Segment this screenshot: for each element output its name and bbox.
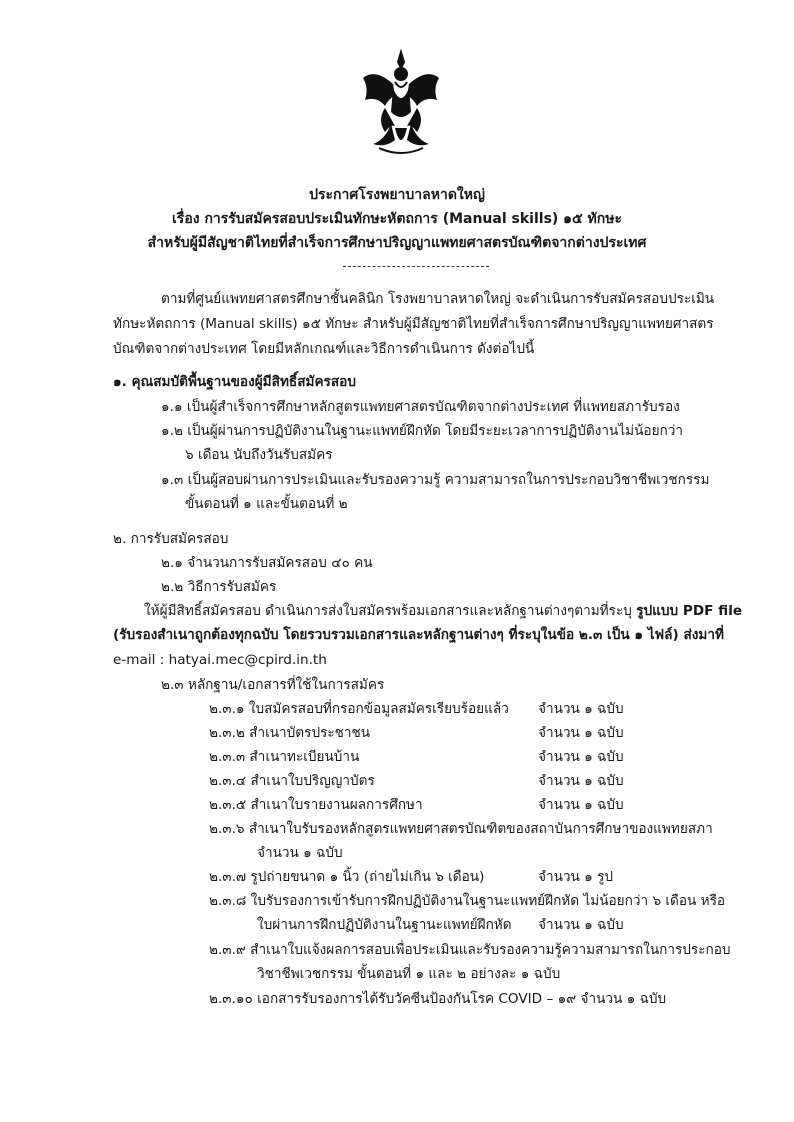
method-line-2-tail: ส่งมาที่ xyxy=(678,627,724,643)
doc-item-9-cont: วิชาชีพเวชกรรม ขั้นตอนที่ ๑ และ ๒ อย่างละ ๑ ฉบับ xyxy=(257,966,561,982)
garuda-emblem-icon xyxy=(355,48,447,156)
doc-item-label: ๒.๓.๔ สำเนาใบปริญญาบัตร xyxy=(209,773,375,789)
contact-email: e-mail : hatyai.mec@cpird.in.th xyxy=(113,652,327,668)
doc-item-label: ๒.๓.๓ สำเนาทะเบียนบ้าน xyxy=(209,749,360,765)
doc-item-label: ๒.๓.๕ สำเนาใบรายงานผลการศึกษา xyxy=(209,797,423,813)
section-1-item-3-cont: ขั้นตอนที่ ๑ และขั้นตอนที่ ๒ xyxy=(185,496,348,512)
section-1-item-2-cont: ๖ เดือน นับถึงวันรับสมัคร xyxy=(185,447,333,463)
method-line-1-bold: รูปแบบ PDF file xyxy=(636,603,743,619)
section-2-item-2: ๒.๒ วิธีการรับสมัคร xyxy=(161,579,277,595)
doc-item-8-qty: จำนวน ๑ ฉบับ xyxy=(538,917,624,933)
method-line-1 xyxy=(144,605,742,619)
section-2-item-3: ๒.๓ หลักฐาน/เอกสารที่ใช้ในการสมัคร xyxy=(161,677,385,693)
doc-item-8-label: ๒.๓.๘ ใบรับรองการเข้ารับการฝึกปฏิบัติงานในฐานะแพทย์ฝึกหัด ไม่น้อยกว่า ๖ เดือน หรือ xyxy=(209,893,726,909)
doc-item-qty: จำนวน ๑ ฉบับ xyxy=(538,701,624,717)
method-line-1-text: ให้ผู้มีสิทธิ์สมัครสอบ ดำเนินการส่งใบสมัครพร้อมเอกสารและหลักฐานต่างๆตามที่ระบุ xyxy=(144,603,637,619)
doc-item-9-label: ๒.๓.๙ สำเนาใบแจ้งผลการสอบเพื่อประเมินและรับรองความรู้ความสามารถในการประกอบ xyxy=(209,942,731,958)
doc-item-7-qty: จำนวน ๑ รูป xyxy=(538,869,614,885)
doc-item-qty: จำนวน ๑ ฉบับ xyxy=(538,749,624,765)
announcement-subtitle: สำหรับผู้มีสัญชาติไทยที่สำเร็จการศึกษาปริญญาแพทยศาสตรบัณฑิตจากต่างประเทศ xyxy=(147,235,647,251)
doc-item-10-label: ๒.๓.๑๐ เอกสารรับรองการได้รับวัคซีนป้องกันโรค COVID – ๑๙ จำนวน ๑ ฉบับ xyxy=(209,991,667,1007)
section-2-item-1: ๒.๑ จำนวนการรับสมัครสอบ ๔๐ คน xyxy=(161,555,373,571)
section-1-item-1: ๑.๑ เป็นผู้สำเร็จการศึกษาหลักสูตรแพทยศาสตรบัณฑิตจากต่างประเทศ ที่แพทยสภารับรอง xyxy=(161,399,680,415)
intro-line-3: บัณฑิตจากต่างประเทศ โดยมีหลักเกณฑ์และวิธีการดำเนินการ ดังต่อไปนี้ xyxy=(113,341,535,357)
announcement-title: ประกาศโรงพยาบาลหาดใหญ่ xyxy=(309,187,485,203)
doc-item-qty: จำนวน ๑ ฉบับ xyxy=(538,725,624,741)
method-line-2-bold: (รับรองสำเนาถูกต้องทุกฉบับ โดยรวบรวมเอกสารและหลักฐานต่างๆ ที่ระบุในข้อ ๒.๓ เป็น ๑ ไฟล์) xyxy=(113,627,679,643)
intro-line-1: ตามที่ศูนย์แพทยศาสตรศึกษาชั้นคลินิก โรงพยาบาลหาดใหญ่ จะดำเนินการรับสมัครสอบประเมิน xyxy=(161,291,715,307)
doc-item-8-cont: ใบผ่านการฝึกปฏิบัติงานในฐานะแพทย์ฝึกหัด xyxy=(257,917,512,933)
section-1-item-2: ๑.๒ เป็นผู้ผ่านการปฏิบัติงานในฐานะแพทย์ฝึกหัด โดยมีระยะเวลาการปฏิบัติงานไม่น้อยกว่า xyxy=(161,423,684,439)
section-1-heading: ๑. คุณสมบัติพื้นฐานของผู้มีสิทธิ์สมัครสอบ xyxy=(113,374,356,390)
doc-item-6-label: ๒.๓.๖ สำเนาใบรับรองหลักสูตรแพทยศาสตรบัณฑิตของสถาบันการศึกษาของแพทยสภา xyxy=(209,821,713,837)
announcement-subject: เรื่อง การรับสมัครสอบประเมินทักษะหัตถการ (Manual skills) ๑๕ ทักษะ xyxy=(172,211,622,227)
doc-item-label: ๒.๓.๑ ใบสมัครสอบที่กรอกข้อมูลสมัครเรียบร้อยแล้ว xyxy=(209,701,509,717)
section-2-heading: ๒. การรับสมัครสอบ xyxy=(113,531,229,547)
intro-line-2: ทักษะหัตถการ (Manual skills) ๑๕ ทักษะ สำหรับผู้มีสัญชาติไทยที่สำเร็จการศึกษาปริญญาแพทยศาสตร xyxy=(113,316,714,332)
doc-item-label: ๒.๓.๒ สำเนาบัตรประชาชน xyxy=(209,725,371,741)
method-line-2 xyxy=(113,629,724,643)
doc-item-qty: จำนวน ๑ ฉบับ xyxy=(538,797,624,813)
doc-item-7-label: ๒.๓.๗ รูปถ่ายขนาด ๑ นิ้ว (ถ่ายไม่เกิน ๖ เดือน) xyxy=(209,869,485,885)
title-divider xyxy=(343,266,489,267)
doc-item-6-qty: จำนวน ๑ ฉบับ xyxy=(257,845,343,861)
doc-item-qty: จำนวน ๑ ฉบับ xyxy=(538,773,624,789)
section-1-item-3: ๑.๓ เป็นผู้สอบผ่านการประเมินและรับรองความรู้ ความสามารถในการประกอบวิชาชีพเวชกรรม xyxy=(161,472,710,488)
